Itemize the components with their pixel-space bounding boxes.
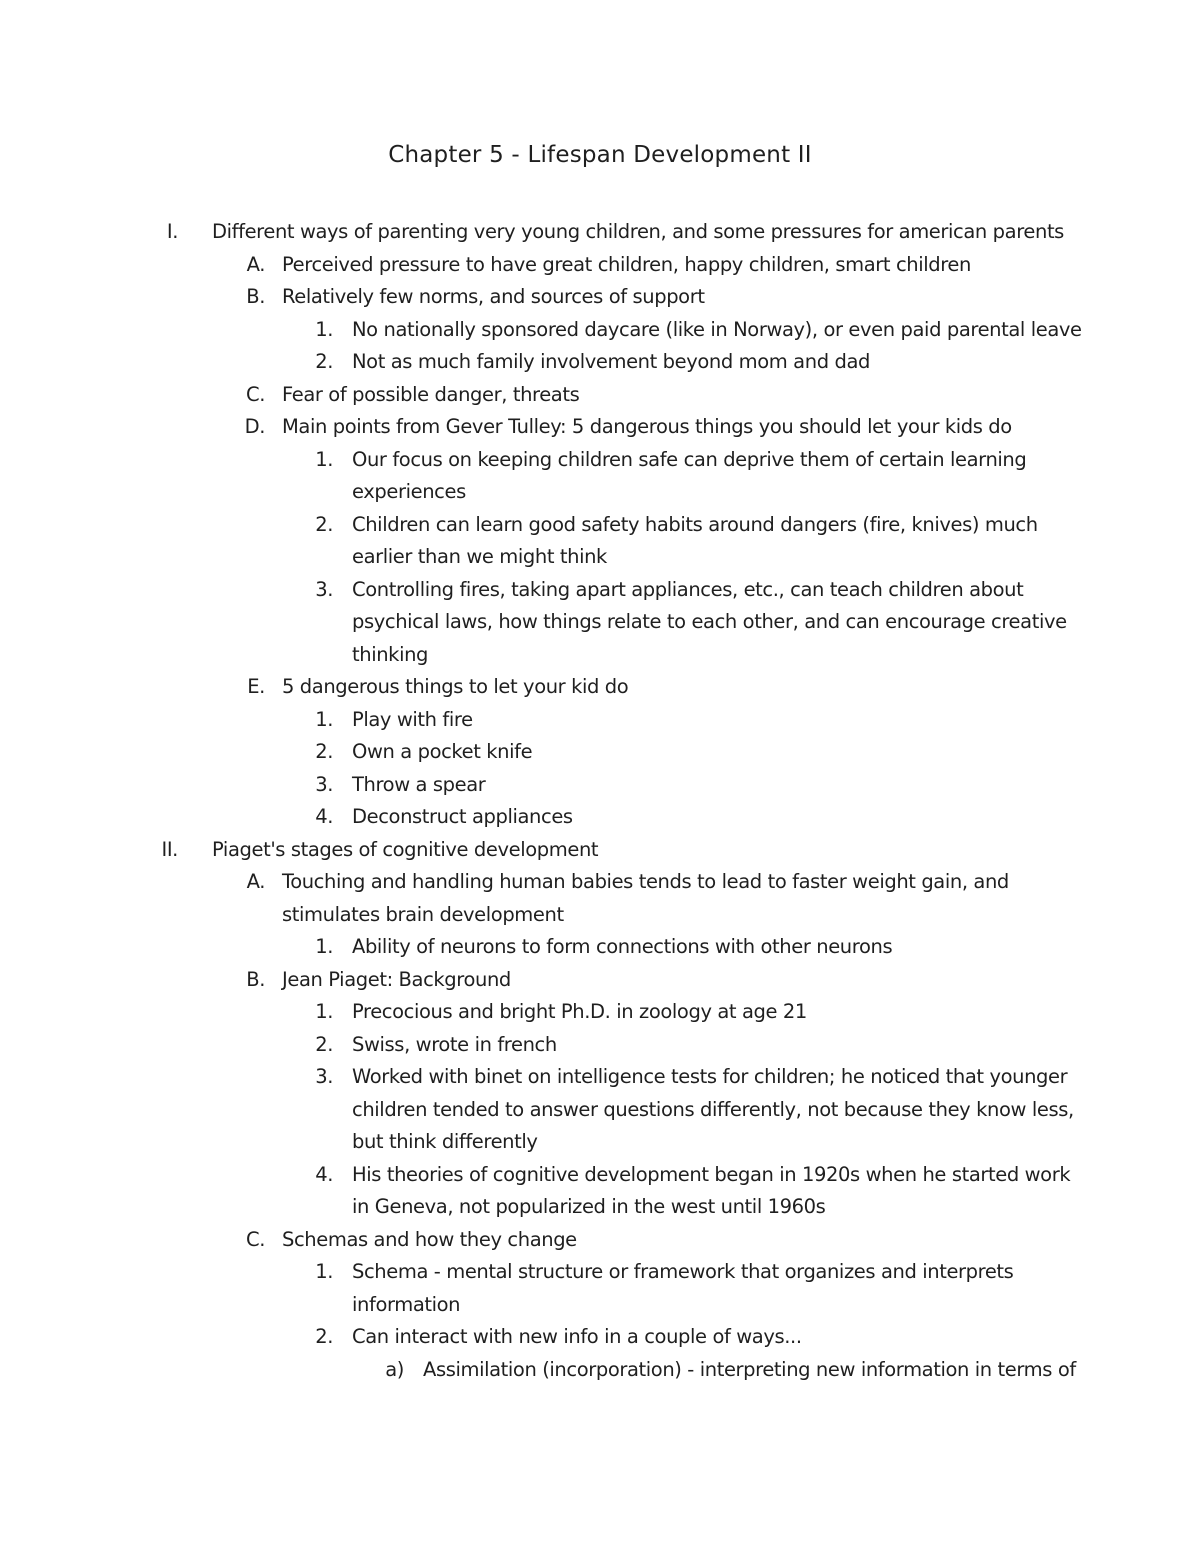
outline-line xyxy=(0,964,1200,997)
outline-text: Schemas and how they change xyxy=(282,1227,577,1251)
outline-line xyxy=(0,866,1200,899)
outline-line xyxy=(0,574,1200,607)
outline-list xyxy=(0,216,1200,1386)
outline-text: Deconstruct appliances xyxy=(352,805,573,828)
outline-text: Main points from Gever Tulley: 5 dangerous things you should let your kids do xyxy=(282,415,1012,438)
list-marker: B. xyxy=(246,285,265,308)
outline-text: Perceived pressure to have great children, happy children, smart children xyxy=(282,252,971,276)
outline-text: Throw a spear xyxy=(352,772,486,796)
outline-line xyxy=(0,1126,1200,1159)
list-marker: 4. xyxy=(315,1162,333,1186)
list-marker: 2. xyxy=(315,350,333,373)
list-marker: II. xyxy=(161,837,178,861)
outline-line xyxy=(0,996,1200,1029)
list-marker: 3. xyxy=(315,577,333,601)
outline-line xyxy=(0,444,1200,477)
outline-line xyxy=(0,379,1200,412)
outline-text: Own a pocket knife xyxy=(352,740,533,763)
outline-text: 5 dangerous things to let your kid do xyxy=(282,675,629,698)
outline-text: Jean Piaget: Background xyxy=(282,967,511,991)
outline-line xyxy=(0,1029,1200,1062)
outline-text: but think differently xyxy=(352,1130,538,1153)
list-marker: E. xyxy=(247,675,265,698)
outline-text: Assimilation (incorporation) - interpreting new information in terms of xyxy=(423,1357,1076,1381)
outline-line xyxy=(0,476,1200,509)
outline-line xyxy=(0,249,1200,282)
outline-text: experiences xyxy=(352,480,466,503)
outline-line xyxy=(0,346,1200,379)
outline-text: Can interact with new info in a couple of ways... xyxy=(352,1325,802,1348)
outline-line xyxy=(0,736,1200,769)
list-marker: 2. xyxy=(315,740,333,763)
outline-text: Children can learn good safety habits around dangers (fire, knives) much xyxy=(352,512,1038,536)
list-marker: 1. xyxy=(315,447,333,471)
outline-line xyxy=(0,1224,1200,1257)
list-marker: 2. xyxy=(315,1325,333,1348)
outline-text: Different ways of parenting very young children, and some pressures for american parents xyxy=(212,220,1064,243)
page-title: Chapter 5 - Lifespan Development II xyxy=(388,142,812,168)
outline-text: psychical laws, how things relate to each other, and can encourage creative xyxy=(352,610,1067,633)
outline-text: children tended to answer questions differently, not because they know less, xyxy=(352,1097,1074,1121)
list-marker: 2. xyxy=(315,512,333,536)
list-marker: C. xyxy=(245,1227,265,1251)
outline-text: Fear of possible danger, threats xyxy=(282,382,580,406)
outline-text: Not as much family involvement beyond mom and dad xyxy=(352,350,870,373)
outline-text: Controlling fires, taking apart appliances, etc., can teach children about xyxy=(352,577,1024,601)
outline-text: in Geneva, not popularized in the west until 1960s xyxy=(352,1195,826,1218)
list-marker: B. xyxy=(246,967,265,991)
outline-text: Piaget's stages of cognitive development xyxy=(212,837,599,861)
outline-text: Touching and handling human babies tends to lead to faster weight gain, and xyxy=(282,870,1009,893)
list-marker: 1. xyxy=(315,935,333,958)
outline-text: No nationally sponsored daycare (like in Norway), or even paid parental leave xyxy=(352,317,1082,341)
list-marker: A. xyxy=(246,252,265,276)
outline-text: Schema - mental structure or framework that organizes and interprets xyxy=(352,1260,1014,1283)
list-marker: 3. xyxy=(315,1065,333,1088)
outline-line xyxy=(0,541,1200,574)
outline-text: His theories of cognitive development began in 1920s when he started work xyxy=(352,1162,1071,1186)
outline-text: Relatively few norms, and sources of support xyxy=(282,285,705,308)
outline-text: earlier than we might think xyxy=(352,545,607,568)
outline-line xyxy=(0,216,1200,249)
outline-line xyxy=(0,606,1200,639)
outline-text: Ability of neurons to form connections with other neurons xyxy=(352,935,893,958)
outline-line xyxy=(0,411,1200,444)
list-marker: 4. xyxy=(315,805,333,828)
outline-text: Worked with binet on intelligence tests for children; he noticed that younger xyxy=(352,1065,1068,1088)
outline-line xyxy=(0,639,1200,672)
outline-text: Swiss, wrote in french xyxy=(352,1032,557,1056)
outline-line xyxy=(0,671,1200,704)
outline-line xyxy=(0,801,1200,834)
outline-text: information xyxy=(352,1292,461,1316)
outline-line xyxy=(0,769,1200,802)
outline-line xyxy=(0,509,1200,542)
list-marker: 3. xyxy=(315,772,333,796)
outline-line xyxy=(0,1061,1200,1094)
outline-line xyxy=(0,281,1200,314)
list-marker: 1. xyxy=(315,707,333,731)
outline-line xyxy=(0,834,1200,867)
outline-line xyxy=(0,704,1200,737)
outline-line xyxy=(0,1256,1200,1289)
outline-text: thinking xyxy=(352,642,429,666)
outline-line xyxy=(0,1159,1200,1192)
list-marker: C. xyxy=(245,382,265,406)
outline-text: Precocious and bright Ph.D. in zoology at age 21 xyxy=(352,1000,807,1023)
outline-line xyxy=(0,1354,1200,1387)
list-marker: 1. xyxy=(315,1000,333,1023)
outline-line xyxy=(0,1321,1200,1354)
list-marker: 1. xyxy=(315,1260,333,1283)
list-marker: I. xyxy=(166,220,178,243)
list-marker: 1. xyxy=(315,317,333,341)
outline-line xyxy=(0,931,1200,964)
outline-line xyxy=(0,1289,1200,1322)
outline-text: Play with fire xyxy=(352,707,473,731)
list-marker: a) xyxy=(385,1357,404,1381)
outline-line xyxy=(0,1094,1200,1127)
outline-line xyxy=(0,314,1200,347)
outline-text: stimulates brain development xyxy=(282,902,564,926)
list-marker: D. xyxy=(244,415,265,438)
list-marker: A. xyxy=(246,870,265,893)
list-marker: 2. xyxy=(315,1032,333,1056)
outline-line xyxy=(0,899,1200,932)
outline-text: Our focus on keeping children safe can deprive them of certain learning xyxy=(352,447,1027,471)
outline-line xyxy=(0,1191,1200,1224)
